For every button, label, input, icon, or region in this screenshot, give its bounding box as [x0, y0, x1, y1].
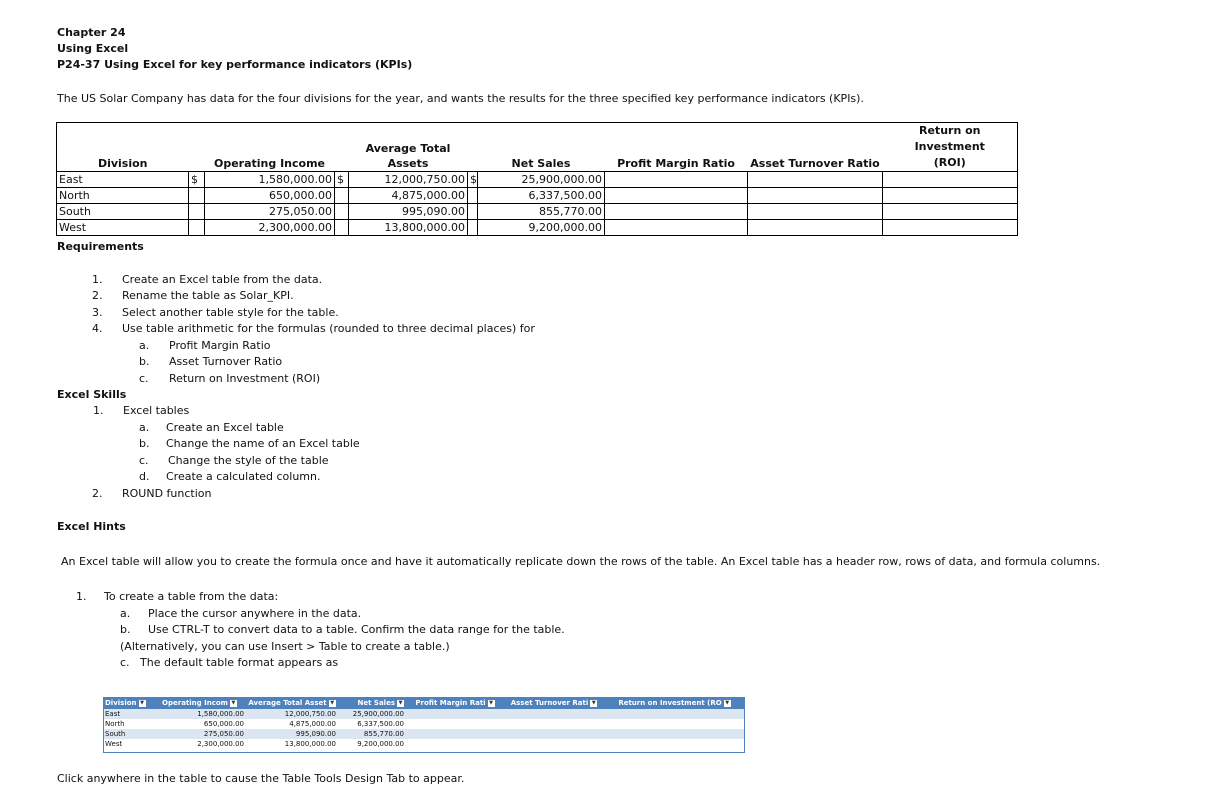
mini-header: Division ▼: [103, 697, 153, 709]
hint-step: 1. To create a table from the data:: [76, 590, 279, 603]
table-row[interactable]: [57, 220, 1018, 236]
requirement-item: 1. Create an Excel table from the data.: [92, 273, 323, 286]
dollar-sign: $: [335, 172, 349, 188]
hints-paragraph: An Excel table will allow you to create the formula once and have it automatically replicate down the rows of the table. An Excel table has a header row, rows of data, and formula columns.: [61, 555, 1101, 568]
hint-substep: a. Place the cursor anywhere in the data.: [120, 607, 362, 620]
cell-operating-income[interactable]: 1,580,000.00: [205, 172, 335, 188]
cell-roi[interactable]: [883, 204, 1018, 220]
header-roi-line2: (ROI): [933, 156, 966, 169]
skills-title: Excel Skills: [57, 388, 127, 401]
mini-row: East 1,580,000.00 12,000,750.00 25,900,000.00: [103, 709, 745, 719]
skill-item: 2. ROUND function: [92, 487, 212, 500]
mini-row: West 2,300,000.00 13,800,000.00 9,200,000.00: [103, 739, 745, 749]
dollar-sign: $: [468, 172, 478, 188]
filter-dropdown-icon: ▼: [591, 699, 596, 706]
cell-operating-income[interactable]: 275,050.00: [205, 204, 335, 220]
hint-alternative: (Alternatively, you can use Insert > Table to create a table.): [120, 640, 450, 653]
cell-operating-income[interactable]: 2,300,000.00: [205, 220, 335, 236]
cell-asset-turnover[interactable]: [748, 220, 883, 236]
cell-net-sales[interactable]: 6,337,500.00: [478, 188, 605, 204]
table-row[interactable]: [57, 188, 1018, 204]
mini-header: Operating Incom ▼: [153, 697, 246, 709]
header-asset-turnover[interactable]: Asset Turnover Ratio: [748, 123, 883, 172]
cell-profit-margin[interactable]: [605, 204, 748, 220]
requirement-item: 2. Rename the table as Solar_KPI.: [92, 289, 294, 302]
cell-division[interactable]: East: [57, 172, 189, 188]
header-division[interactable]: Division: [57, 123, 189, 172]
hints-footer: Click anywhere in the table to cause the Table Tools Design Tab to appear.: [57, 772, 465, 785]
cell-roi[interactable]: [883, 220, 1018, 236]
dollar-sign: $: [189, 172, 205, 188]
table-row[interactable]: [57, 204, 1018, 220]
cell-roi[interactable]: [883, 172, 1018, 188]
cell-average-total-assets[interactable]: 995,090.00: [349, 204, 468, 220]
cell-net-sales[interactable]: 9,200,000.00: [478, 220, 605, 236]
cell-net-sales[interactable]: 855,770.00: [478, 204, 605, 220]
cell-operating-income[interactable]: 650,000.00: [205, 188, 335, 204]
skill-subitem: c. Change the style of the table: [139, 454, 329, 467]
skill-item: 1. Excel tables: [93, 404, 190, 417]
cell-division[interactable]: South: [57, 204, 189, 220]
header-profit-margin[interactable]: Profit Margin Ratio: [605, 123, 748, 172]
default-table-format-preview: [103, 697, 745, 753]
cell-profit-margin[interactable]: [605, 220, 748, 236]
header-net-sales[interactable]: Net Sales: [478, 123, 605, 172]
cell-average-total-assets[interactable]: 13,800,000.00: [349, 220, 468, 236]
mini-row: North 650,000.00 4,875,000.00 6,337,500.00: [103, 719, 745, 729]
filter-dropdown-icon: ▼: [330, 699, 335, 706]
mini-header: Average Total Asset ▼: [246, 697, 338, 709]
mini-row: South 275,050.00 995,090.00 855,770.00: [103, 729, 745, 739]
cell-profit-margin[interactable]: [605, 188, 748, 204]
requirement-item: 3. Select another table style for the table.: [92, 306, 339, 319]
cell-asset-turnover[interactable]: [748, 172, 883, 188]
hints-title: Excel Hints: [57, 520, 126, 533]
mini-header: Net Sales ▼: [338, 697, 406, 709]
mini-header: Profit Margin Rati ▼: [406, 697, 504, 709]
skill-subitem: b. Change the name of an Excel table: [139, 437, 360, 450]
requirement-subitem: b. Asset Turnover Ratio: [139, 355, 283, 368]
header-operating-income[interactable]: Operating Income: [205, 123, 335, 172]
intro-text: The US Solar Company has data for the four divisions for the year, and wants the results for the three specified key performance indicators (KPIs).: [57, 92, 864, 105]
hint-substep: c. The default table format appears as: [120, 656, 339, 669]
cell-division[interactable]: West: [57, 220, 189, 236]
header-average-total-assets[interactable]: Average Total Assets: [349, 123, 468, 172]
subject-title: Using Excel: [57, 42, 129, 55]
header-roi-line1: Return on Investment: [914, 124, 985, 153]
table-row[interactable]: [57, 172, 1018, 188]
cell-net-sales[interactable]: 25,900,000.00: [478, 172, 605, 188]
header-roi[interactable]: [883, 123, 1018, 172]
cell-average-total-assets[interactable]: 12,000,750.00: [349, 172, 468, 188]
skill-subitem: d. Create a calculated column.: [139, 470, 321, 483]
cell-asset-turnover[interactable]: [748, 204, 883, 220]
filter-dropdown-icon: ▼: [489, 699, 494, 706]
filter-dropdown-icon: ▼: [140, 699, 144, 706]
mini-header: Return on Investment (RO ▼: [604, 697, 745, 709]
requirements-title: Requirements: [57, 240, 144, 253]
requirement-item: 4. Use table arithmetic for the formulas (rounded to three decimal places) for: [92, 322, 535, 335]
cell-profit-margin[interactable]: [605, 172, 748, 188]
chapter-title: Chapter 24: [57, 26, 126, 39]
cell-roi[interactable]: [883, 188, 1018, 204]
problem-title: P24-37 Using Excel for key performance indicators (KPIs): [57, 58, 413, 71]
requirement-subitem: c. Return on Investment (ROI): [139, 372, 321, 385]
hint-substep: b. Use CTRL-T to convert data to a table. Confirm the data range for the table.: [120, 623, 565, 636]
cell-division[interactable]: North: [57, 188, 189, 204]
mini-header: Asset Turnover Rati ▼: [504, 697, 604, 709]
cell-average-total-assets[interactable]: 4,875,000.00: [349, 188, 468, 204]
filter-dropdown-icon: ▼: [231, 699, 236, 706]
filter-dropdown-icon: ▼: [398, 699, 403, 706]
cell-asset-turnover[interactable]: [748, 188, 883, 204]
skill-subitem: a. Create an Excel table: [139, 421, 284, 434]
requirement-subitem: a. Profit Margin Ratio: [139, 339, 271, 352]
filter-dropdown-icon: ▼: [725, 699, 730, 706]
kpi-data-table[interactable]: [56, 122, 1018, 236]
